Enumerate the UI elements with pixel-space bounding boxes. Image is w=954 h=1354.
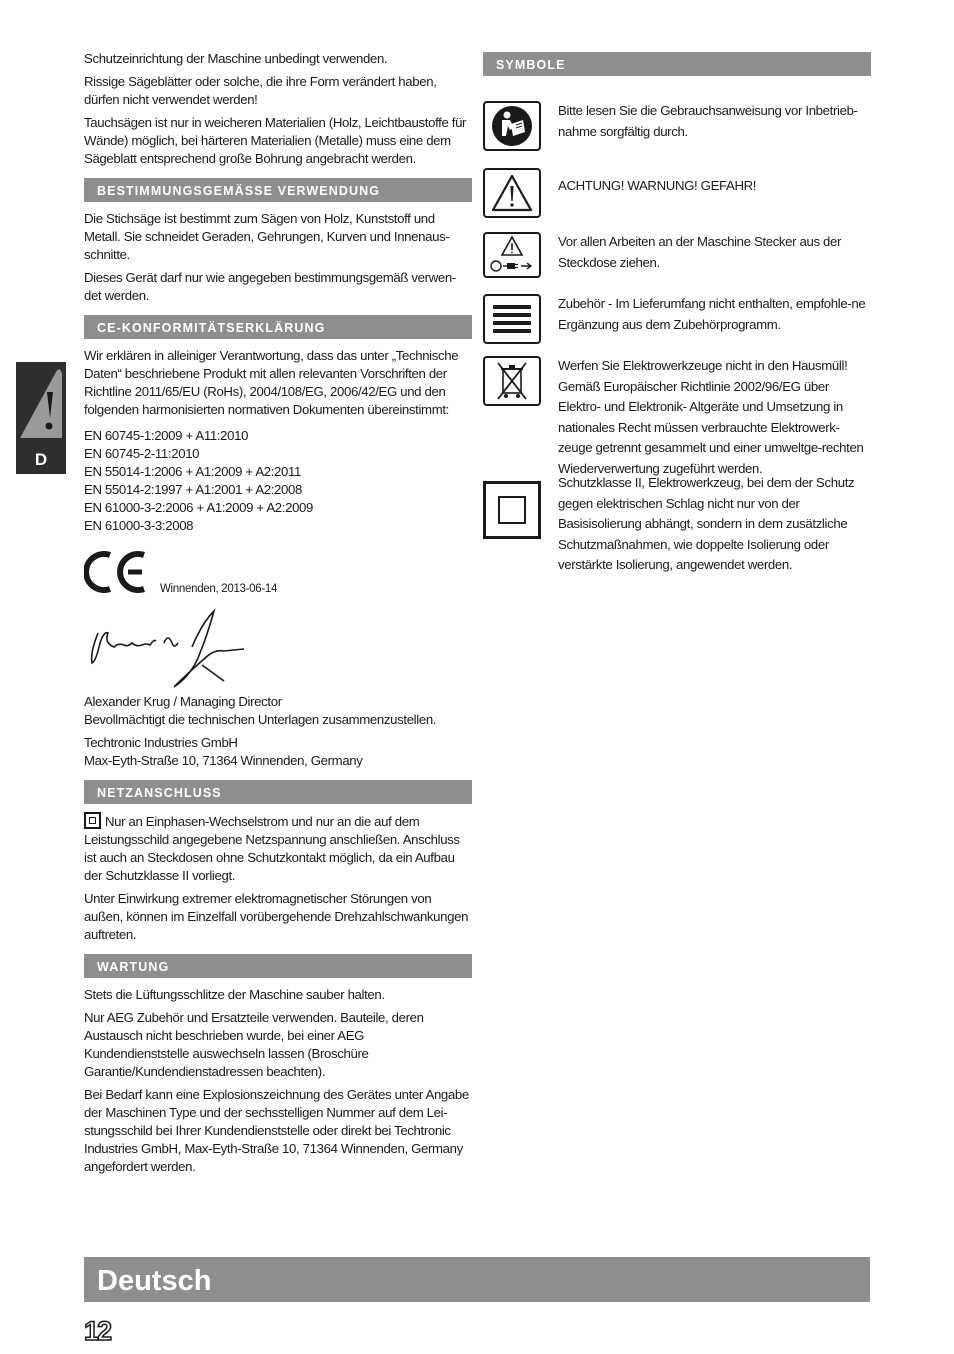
language-footer-bar: Deutsch	[84, 1257, 870, 1302]
maintenance-paragraph: Bei Bedarf kann eine Explosionszeichnung des Gerätes unter Angabe der Maschinen Type und der sechsstelligen Nummer auf dem Lei-stungsschild bei Ihrer Kundendienststelle oder direkt bei Techtronic Industries GmbH, Max-Eyth-Straße 10, 71364 Winnenden, Germany angefordert werden.	[84, 1087, 469, 1174]
signature-icon	[84, 603, 254, 693]
power-paragraph: Unter Einwirkung extremer elektromagnetischer Störungen von außen, können im Einzelfall vorübergehende Drehzahlschwankungen auftreten.	[84, 891, 469, 942]
section-heading-maintenance: WARTUNG	[84, 954, 472, 978]
intro-paragraph: Tauchsägen ist nur in weicheren Materialien (Holz, Leichtbaustoffe für Wände) möglich, bei härteren Materialien (Metalle) muss eine dem Sägeblatt entsprechend große Bohrung angebracht werden.	[84, 115, 467, 166]
symbol-row	[483, 168, 871, 232]
maintenance-paragraph: Stets die Lüftungsschlitze der Maschine sauber halten.	[84, 987, 385, 1002]
symbol-text: Werfen Sie Elektrowerkzeuge nicht in den Hausmüll! Gemäß Europäischer Richtlinie 2002/96/EG über Elektro- und Elektronik- Altgeräte und Umsetzung in nationales Recht müssen verbrauchte Elektrowerk-zeuge getrennt gesammelt und einer umweltge-rechten Wiederverwertung zugeführt werden.	[558, 358, 864, 476]
ce-mark-icon	[84, 549, 152, 595]
symbol-text: Bitte lesen Sie die Gebrauchsanweisung vor Inbetrieb-nahme sorgfältig durch.	[558, 103, 858, 139]
use-paragraph: Die Stichsäge ist bestimmt zum Sägen von Holz, Kunststoff und Metall. Sie schneidet Geraden, Gehrungen, Kurven und Innenaus-schnitte.	[84, 211, 450, 262]
company-address: Max-Eyth-Straße 10, 71364 Winnenden, Germany	[84, 753, 363, 768]
language-letter: D	[34, 450, 48, 469]
left-column	[84, 50, 472, 1181]
signer: Alexander Krug / Managing Director	[84, 694, 282, 709]
intro-paragraph: Rissige Sägeblätter oder solche, die ihre Form verändert haben, dürfen nicht verwendet werden!	[84, 74, 437, 107]
symbol-text: Vor allen Arbeiten an der Maschine Stecker aus der Steckdose ziehen.	[558, 234, 842, 270]
symbol-row	[483, 475, 871, 576]
symbol-row	[483, 101, 871, 168]
read-manual-icon	[483, 101, 541, 151]
maintenance-paragraph: Nur AEG Zubehör und Ersatzteile verwenden. Bauteile, deren Austausch nicht beschrieben wurde, bei einer AEG Kundendienststelle auswechseln lassen (Broschüre Garantie/Kundendienstadressen beachten).	[84, 1010, 424, 1079]
power-paragraph	[84, 812, 472, 885]
standard-item: EN 60745-2-11:2010	[84, 446, 200, 461]
symbol-text: ACHTUNG! WARNUNG! GEFAHR!	[558, 178, 757, 193]
warning-triangle-icon	[16, 362, 66, 448]
symbol-text: Schutzklasse II, Elektrowerkzeug, bei dem der Schutz gegen elektrischen Schlag nicht nur von der Basisisolierung abhängt, sondern in dem zusätzliche Schutzmaßnahmen, wie doppelte Isolierung oder verstärkte Isolierung, angewendet werden.	[558, 475, 855, 572]
standard-item: EN 55014-2:1997 + A1:2001 + A2:2008	[84, 482, 302, 497]
ce-paragraph: Wir erklären in alleiniger Verantwortung, dass das unter „Technische Daten“ beschriebene Produkt mit allen relevanten Vorschriften der Richtline 2011/65/EU (RoHs), 2004/108/EG, 2006/42/EG und den folgenden harmonisierten normativen Dokumenten übereinstimmt:	[84, 348, 459, 417]
warning-icon	[483, 168, 541, 218]
standards-list	[84, 427, 472, 535]
signature	[84, 603, 472, 693]
symbol-row	[483, 356, 871, 481]
unplug-icon	[483, 232, 541, 278]
accessory-icon	[483, 294, 541, 344]
section-heading-symbols: SYMBOLE	[483, 52, 871, 76]
symbol-row	[483, 232, 871, 294]
section-heading-ce: CE-KONFORMITÄTSERKLÄRUNG	[84, 315, 472, 339]
place-date: Winnenden, 2013-06-14	[160, 583, 278, 595]
intro-paragraph: Schutzeinrichtung der Maschine unbedingt verwenden.	[84, 51, 388, 66]
class-ii-inner-square	[498, 496, 526, 524]
standard-item: EN 61000-3-2:2006 + A1:2009 + A2:2009	[84, 500, 314, 515]
use-paragraph: Dieses Gerät darf nur wie angegeben bestimmungsgemäß verwen-det werden.	[84, 270, 456, 303]
weee-bin-icon	[483, 356, 541, 406]
symbol-text: Zubehör - Im Lieferumfang nicht enthalten, empfohle-ne Ergänzung aus dem Zubehörprogramm.	[558, 296, 866, 332]
class-ii-icon	[483, 481, 541, 539]
standard-item: EN 55014-1:2006 + A1:2009 + A2:2011	[84, 464, 302, 479]
authorized-text: Bevollmächtigt die technischen Unterlagen zusammenzustellen.	[84, 712, 437, 727]
power-paragraph-text: Nur an Einphasen-Wechselstrom und nur an die auf dem Leistungsschild angegebene Netzspannung anschließen. Anschluss ist auch an Steckdosen ohne Schutzkontakt möglich, da ein Aufbau der Schutzklasse II vorliegt.	[84, 814, 460, 883]
language-side-tab	[16, 362, 66, 474]
symbol-row	[483, 294, 871, 356]
page-number: 12	[84, 1316, 111, 1346]
standard-item: EN 60745-1:2009 + A11:2010	[84, 428, 249, 443]
class-ii-inline-icon	[84, 812, 101, 829]
ce-row	[84, 549, 472, 595]
standard-item: EN 61000-3-3:2008	[84, 518, 194, 533]
section-heading-use: BESTIMMUNGSGEMÄSSE VERWENDUNG	[84, 178, 472, 202]
right-column	[483, 52, 871, 576]
company-name: Techtronic Industries GmbH	[84, 735, 238, 750]
section-heading-power: NETZANSCHLUSS	[84, 780, 472, 804]
